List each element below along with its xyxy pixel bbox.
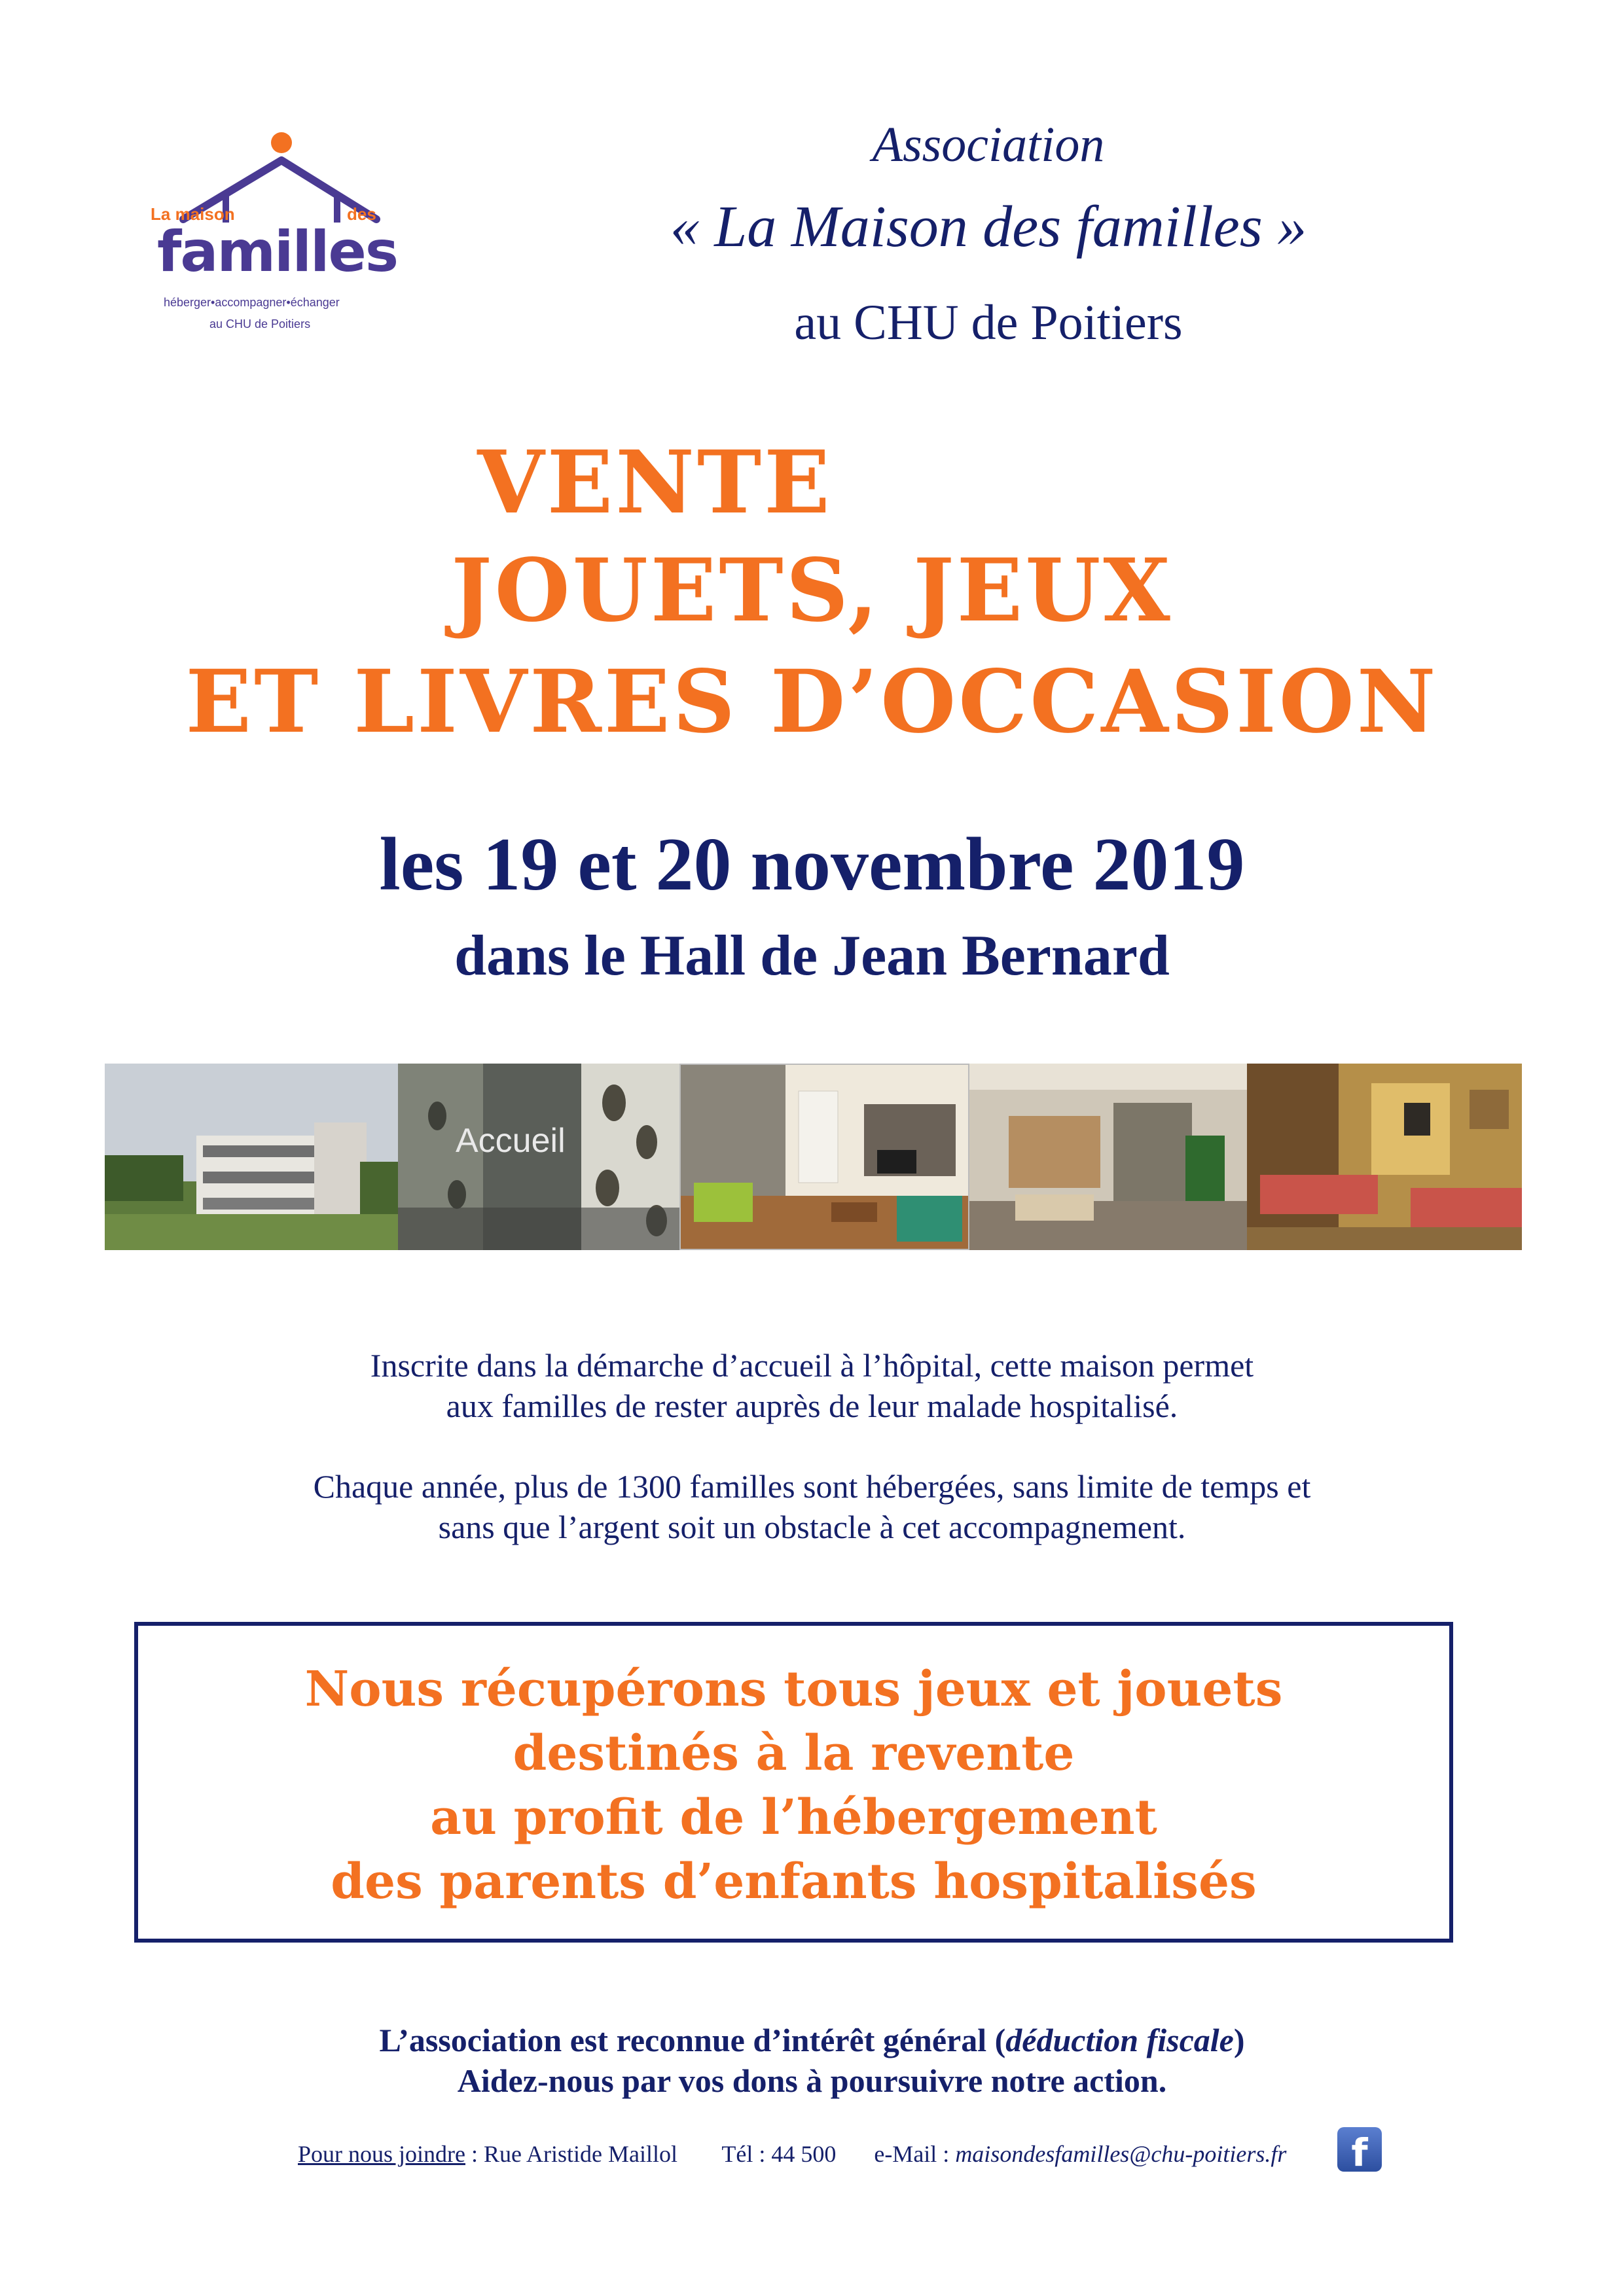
facebook-icon[interactable]: f	[1337, 2127, 1382, 2172]
association-label: Association	[872, 117, 1105, 172]
event-dates: les 19 et 20 novembre 2019	[379, 823, 1245, 906]
headline-jouets: JOUETS, JEUX	[451, 540, 1173, 641]
event-location: dans le Hall de Jean Bernard	[454, 924, 1170, 988]
photo-living-room	[679, 1064, 969, 1250]
contact-label: Pour nous joindre	[298, 2141, 465, 2167]
contact-email-label: e-Mail :	[874, 2141, 956, 2167]
accueil-sign: Accueil	[456, 1122, 566, 1160]
appeal-line-4: des parents d’enfants hospitalisés	[331, 1854, 1257, 1910]
description-p2-line2: sans que l’argent soit un obstacle à cet accompagnement.	[438, 1509, 1186, 1545]
contact-colon: :	[465, 2141, 484, 2167]
contact-address: Rue Aristide Maillol	[484, 2141, 677, 2167]
footer-line1-a: L’association est reconnue d’intérêt général (	[379, 2022, 1006, 2058]
footer-general-interest	[0, 2021, 1624, 2059]
headline-vente: VENTE	[477, 432, 833, 533]
logo-text-la-maison: La maison	[151, 204, 235, 224]
appeal-line-3: au profit de l’hébergement	[430, 1789, 1157, 1846]
description-p2-line1: Chaque année, plus de 1300 familles sont hébergées, sans limite de temps et	[313, 1468, 1311, 1505]
description-p1-line1: Inscrite dans la démarche d’accueil à l’hôpital, cette maison permet	[370, 1347, 1254, 1384]
footer-tax-deduction: déduction fiscale	[1005, 2022, 1234, 2058]
appeal-line-1: Nous récupérons tous jeux et jouets	[304, 1661, 1283, 1717]
footer-donation-appeal: Aidez-nous par vos dons à poursuivre notre action.	[457, 2062, 1167, 2099]
photo-accueil	[398, 1064, 679, 1250]
description-paragraph-2	[0, 1466, 1624, 1547]
logo	[151, 131, 399, 340]
photo-building-exterior	[105, 1064, 398, 1250]
logo-tagline: héberger•accompagner•échanger	[164, 296, 340, 309]
logo-text-familles: familles	[157, 219, 398, 285]
photo-lounge	[969, 1064, 1247, 1250]
description-p1-line2: aux familles de rester auprès de leur malade hospitalisé.	[446, 1388, 1178, 1424]
appeal-line-2: destinés à la revente	[513, 1725, 1075, 1782]
logo-text-des: des	[347, 204, 376, 224]
contact-email[interactable]: maisondesfamilles@chu-poitiers.fr	[955, 2141, 1287, 2167]
contact-phone: Tél : 44 500	[721, 2141, 837, 2167]
footer-line1-b: )	[1233, 2022, 1245, 2058]
association-name: « La Maison des familles »	[670, 194, 1307, 259]
headline-livres: ET LIVRES D’OCCASION	[185, 651, 1439, 753]
appeal-box	[134, 1622, 1453, 1943]
contact-line	[298, 2140, 1286, 2168]
logo-subline: au CHU de Poitiers	[209, 317, 311, 331]
photo-bedroom	[1247, 1064, 1522, 1250]
description-paragraph-1	[0, 1345, 1624, 1426]
photo-strip	[105, 1064, 1522, 1250]
association-place: au CHU de Poitiers	[794, 295, 1183, 350]
